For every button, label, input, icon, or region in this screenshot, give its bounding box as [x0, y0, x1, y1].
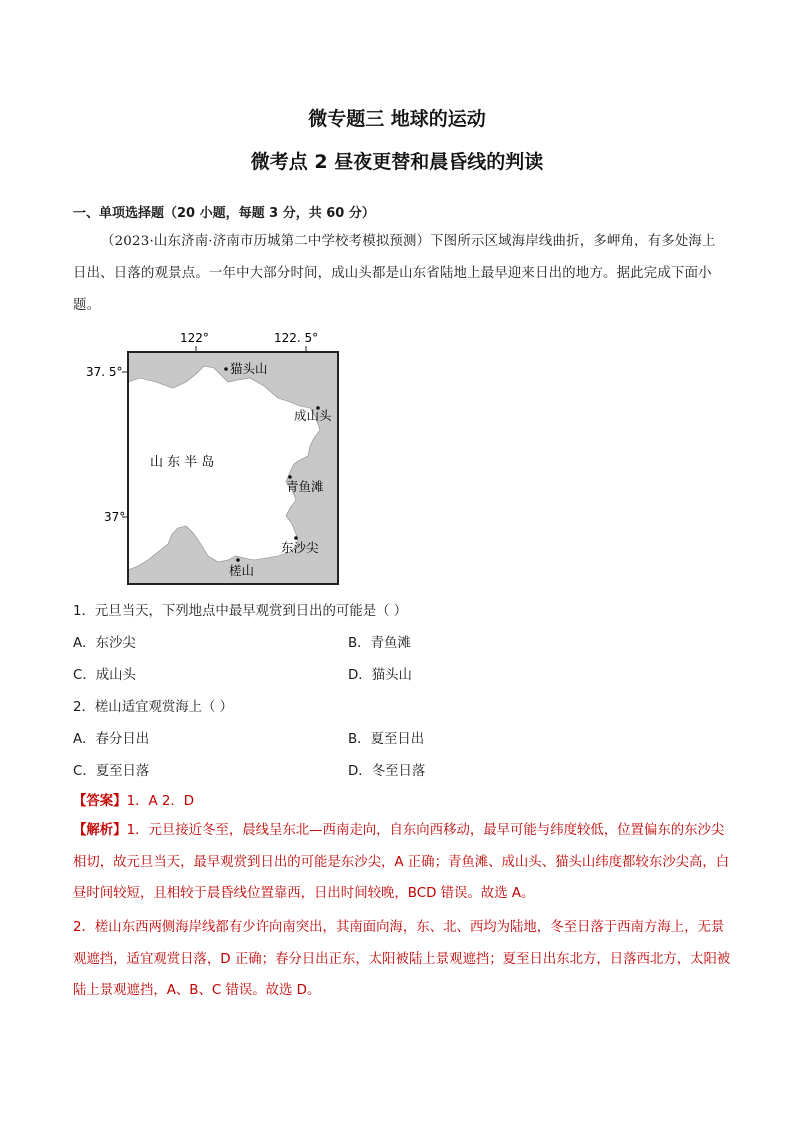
place-qingyutan: 青鱼滩 — [286, 479, 324, 494]
analysis-paragraph-1 — [73, 815, 733, 910]
place-chashan: 槎山 — [229, 563, 255, 578]
place-chengshantou: 成山头 — [294, 408, 332, 423]
answer-text: 1．A 2．D — [126, 794, 195, 809]
q1-option-c: C．成山头 — [73, 668, 136, 683]
lat-label-37: 37° — [104, 510, 126, 524]
sub-title: 微考点 2 昼夜更替和晨昏线的判读 — [250, 151, 544, 173]
answer-label: 【答案】 — [73, 794, 127, 809]
q1-option-b: B．青鱼滩 — [348, 636, 411, 651]
q2-option-a: A．春分日出 — [73, 732, 150, 747]
lat-label-375: 37. 5° — [86, 365, 123, 379]
answer-block — [73, 790, 194, 809]
intro-paragraph: （2023·山东济南·济南市历城第二中学校考模拟预测）下图所示区域海岸线曲折，多岬角，有多处海上日出、日落的观景点。一年中大部分时间，成山头都是山东省陆地上最早迎来日出的地方。据此完成下面小题。 — [73, 234, 716, 313]
section-heading: 一、单项选择题（20 小题，每题 3 分，共 60 分） — [73, 206, 375, 221]
q2-option-b: B．夏至日出 — [348, 732, 425, 747]
main-title: 微专题三 地球的运动 — [308, 108, 486, 130]
shandong-peninsula-map — [78, 320, 368, 592]
lon-label-122: 122° — [180, 331, 209, 345]
question-2-stem: 2．槎山适宜观赏海上（ ） — [73, 700, 234, 715]
q2-option-d: D．冬至日落 — [348, 764, 426, 779]
analysis-label: 【解析】 — [73, 823, 127, 838]
place-maotoushan: 猫头山 — [230, 361, 268, 376]
q2-option-c: C．夏至日落 — [73, 764, 150, 779]
q1-option-d: D．猫头山 — [348, 668, 412, 683]
place-dongshajian: 东沙尖 — [281, 540, 319, 555]
question-1-stem: 1．元旦当天，下列地点中最早观赏到日出的可能是（ ） — [73, 604, 408, 619]
analysis-paragraph-2: 2．槎山东西两侧海岸线都有少许向南突出，其南面向海，东、北、西均为陆地，冬至日落于西南方海上，无景观遮挡，适宜观赏日落，D 正确；春分日出正东，太阳被陆上景观遮挡；夏至日出东北方，日落西北方，太阳被陆上景观遮挡，A、B、C 错误。故选 D。 — [73, 920, 731, 998]
analysis-text-1: 1．元旦接近冬至，晨线呈东北—西南走向，自东向西移动，最早可能与纬度较低，位置偏东的东沙尖相切，故元旦当天，最早观赏到日出的可能是东沙尖，A 正确；青鱼滩、成山头、猫头山纬度都较东沙尖高，白昼时间较短，且相较于晨昏线位置靠西，日出时间较晚，BCD 错误。故选 A。 — [73, 823, 730, 901]
lon-label-1225: 122. 5° — [274, 331, 319, 345]
region-label: 山 东 半 岛 — [150, 455, 215, 470]
q1-option-a: A．东沙尖 — [73, 636, 136, 651]
